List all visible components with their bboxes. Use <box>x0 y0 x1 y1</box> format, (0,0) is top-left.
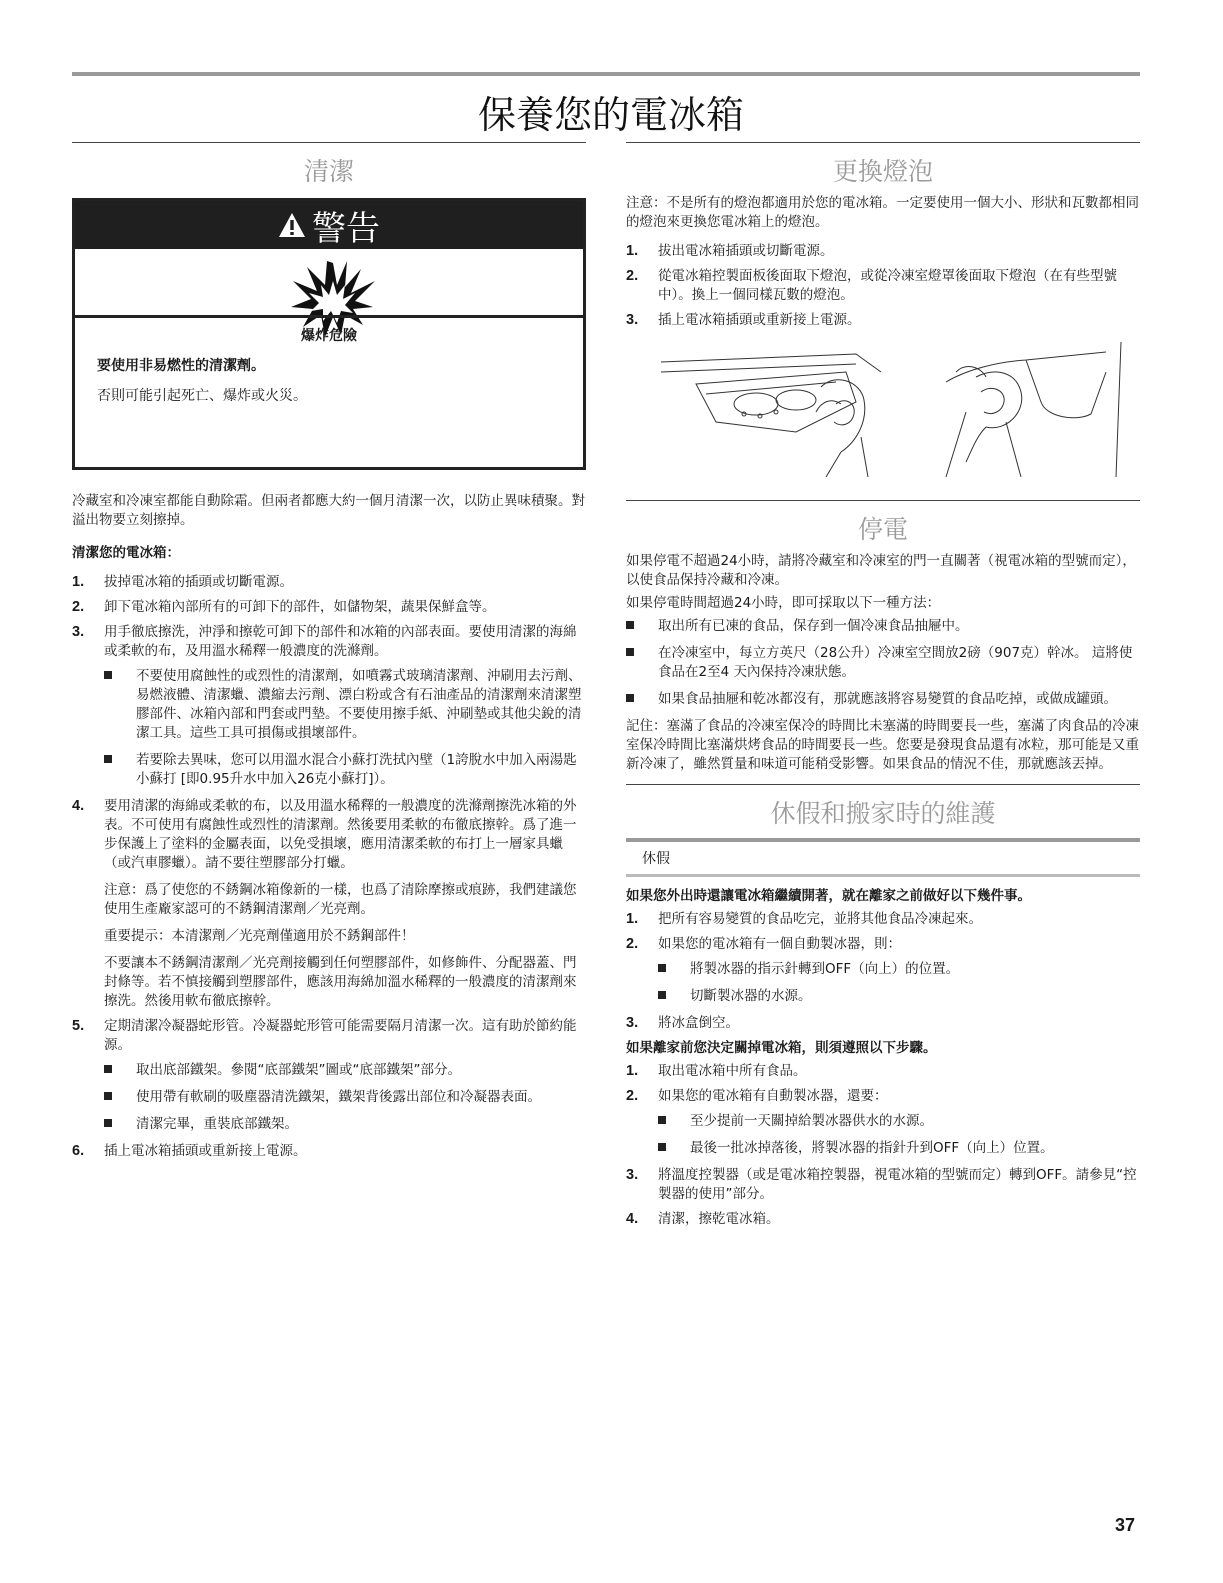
divider <box>626 500 1140 501</box>
step-number: 3. <box>626 1167 639 1183</box>
step-number: 5. <box>72 1018 85 1034</box>
warning-separator <box>75 315 583 318</box>
list-item <box>72 1017 586 1134</box>
bullet-text: 最後一批冰掉落後，將製冰器的指針升到OFF（向上）位置。 <box>690 1140 1054 1156</box>
step-number: 4. <box>72 798 85 814</box>
cleaning-steps <box>72 573 586 1161</box>
control-panel-bulb-illustration <box>656 342 886 477</box>
list-item <box>72 623 586 789</box>
list-item <box>658 987 1140 1006</box>
step-number: 3. <box>72 624 85 640</box>
square-bullet-icon <box>104 671 112 679</box>
bullet-text: 取出所有已凍的食品，保存到一個冷凍食品抽屜中。 <box>658 618 969 634</box>
vacation-off-intro: 如果離家前您決定關掉電冰箱，則須遵照以下步驟。 <box>626 1040 937 1056</box>
step-number: 1. <box>72 574 85 590</box>
divider <box>626 784 1140 785</box>
bulb-steps <box>626 242 1140 330</box>
warning-line-1: 要使用非易燃性的清潔劑。 <box>97 358 265 374</box>
bullet-text: 將製冰器的指示針轉到OFF（向上）的位置。 <box>690 961 960 977</box>
square-bullet-icon <box>626 648 634 656</box>
step-text: 卸下電冰箱內部所有的可卸下的部件，如儲物架，蔬果保鮮盒等。 <box>104 599 496 615</box>
square-bullet-icon <box>104 1092 112 1100</box>
step-text: 拔掉電冰箱的插頭或切斷電源。 <box>104 574 293 590</box>
square-bullet-icon <box>104 1065 112 1073</box>
power-p2: 如果停電時間超過24小時，即可採取以下一種方法： <box>626 595 941 611</box>
vacation-off-steps <box>626 1062 1140 1229</box>
step4-important: 重要提示：本清潔劑／光亮劑僅適用於不銹鋼部件！ <box>104 928 415 944</box>
step-text: 拔出電冰箱插頭或切斷電源。 <box>658 243 834 259</box>
square-bullet-icon <box>658 991 666 999</box>
step-text: 從電冰箱控製面板後面取下燈泡，或從冷凍室燈罩後面取下燈泡（在有些型號中）。換上一個同樣瓦數的燈泡。 <box>658 268 1117 303</box>
warning-box <box>72 198 586 470</box>
step-text: 取出電冰箱中所有食品。 <box>658 1063 807 1079</box>
list-item <box>104 667 586 743</box>
step-text: 把所有容易變質的食品吃完，並將其他食品冷凍起來。 <box>658 911 982 927</box>
right-column <box>626 142 1140 1235</box>
step-number: 2. <box>626 936 639 952</box>
top-rule <box>72 72 1140 76</box>
bullet-text: 取出底部鐵架。參閱“底部鐵架”圖或“底部鐵架”部分。 <box>136 1062 461 1078</box>
square-bullet-icon <box>626 694 634 702</box>
list-item <box>72 1142 586 1161</box>
step-number: 1. <box>626 243 639 259</box>
page-number: 37 <box>1115 1515 1136 1535</box>
list-item <box>626 617 1140 636</box>
bulb-heading: 更換燈泡 <box>832 157 933 186</box>
power-bullets <box>626 617 1140 709</box>
vacation-heading: 休假和搬家時的維護 <box>770 799 996 828</box>
list-item <box>626 935 1140 1006</box>
list-item <box>104 751 586 789</box>
step5-bullets <box>104 1061 586 1134</box>
step4-extra: 不要讓本不銹鋼清潔劑／光亮劑接觸到任何塑膠部件，如修飾件、分配器蓋、門封條等。若不慎接觸到塑膠部件，應該用海綿加溫水稀釋的一般濃度的清潔劑來擦洗。然後用軟布徹底擦幹。 <box>104 955 577 1009</box>
list-item <box>626 1166 1140 1204</box>
vacation-label: 休假 <box>642 851 670 867</box>
page-title: 保養您的電冰箱 <box>477 93 744 137</box>
step-number: 2. <box>626 268 639 284</box>
vacation-bar-bottom <box>626 874 1140 877</box>
bullet-text: 使用帶有軟刷的吸塵器清洗鐵架，鐵架背後露出部位和冷凝器表面。 <box>136 1089 541 1105</box>
cleaning-intro: 冷藏室和冷凍室都能自動除霜。但兩者都應大約一個月清潔一次，以防止異味積聚。對溢出物要立刻擦掉。 <box>72 493 585 528</box>
vacation-steps <box>626 910 1140 1033</box>
step-text: 要用清潔的海綿或柔軟的布，以及用溫水稀釋的一般濃度的洗滌劑擦洗冰箱的外表。不可使用有腐蝕性或烈性的清潔劑。然後要用柔軟的布徹底擦幹。爲了進一步保護上了塗料的金屬表面，以免受損壞，應用清潔柔軟的布打上一層家具蠟（或汽車膠蠟）。請不要往塑膠部分打蠟。 <box>104 798 577 871</box>
power-note: 記住：塞滿了食品的冷凍室保冷的時間比未塞滿的時間要長一些，塞滿了肉食品的冷凍室保冷時間比塞滿烘烤食品的時間要長一些。您要是發現食品還有冰粒，那可能是又重新冷凍了，雖然質量和味道可能稍受影響。如果食品的情況不佳，那就應該丟掉。 <box>626 718 1139 772</box>
list-item <box>626 242 1140 261</box>
bullet-text: 若要除去異味，您可以用溫水混合小蘇打洗拭內壁（1誇脫水中加入兩湯匙小蘇打 [即0.95升水中加入26克小蘇打]）。 <box>136 752 577 787</box>
bulb-illustration <box>626 342 1140 482</box>
warning-line-2: 否則可能引起死亡、爆炸或火災。 <box>97 388 307 404</box>
step-number: 4. <box>626 1211 639 1227</box>
list-item <box>626 1210 1140 1229</box>
step-text: 用手徹底擦洗，沖淨和擦乾可卸下的部件和冰箱的內部表面。要使用清潔的海綿或柔軟的布，及用溫水稀釋一般濃度的洗滌劑。 <box>104 624 577 659</box>
step-number: 1. <box>626 911 639 927</box>
list-item <box>626 311 1140 330</box>
power-p1: 如果停電不超過24小時，請將冷藏室和冷凍室的門一直關著（視電冰箱的型號而定），以使食品保持冷藏和冷凍。 <box>626 553 1136 588</box>
list-item <box>104 1115 586 1134</box>
list-item <box>72 573 586 592</box>
hazard-title: 爆炸危險 <box>301 328 357 344</box>
freezer-light-illustration <box>926 342 1126 477</box>
step-number: 3. <box>626 312 639 328</box>
square-bullet-icon <box>658 964 666 972</box>
square-bullet-icon <box>104 1119 112 1127</box>
step-number: 2. <box>626 1088 639 1104</box>
square-bullet-icon <box>104 755 112 763</box>
list-item <box>658 1139 1140 1158</box>
bullet-text: 不要使用腐蝕性的或烈性的清潔劑，如噴霧式玻璃清潔劑、沖刷用去污劑、易燃液體、清潔蠟、濃縮去污劑、漂白粉或含有石油產品的清潔劑來清潔塑膠部件、冰箱內部和門套或門墊。不要使用擦手紙、沖刷墊或其他尖銳的清潔工具。這些工具可損傷或損壞部件。 <box>136 668 582 741</box>
step3-bullets <box>104 667 586 789</box>
step-text: 如果您的電冰箱有一個自動製冰器，則： <box>658 936 901 952</box>
cleaning-subhead: 清潔您的電冰箱： <box>72 545 180 561</box>
bullet-text: 清潔完畢，重裝底部鐵架。 <box>136 1116 298 1132</box>
step-number: 6. <box>72 1143 85 1159</box>
list-item <box>626 910 1140 929</box>
step-number: 1. <box>626 1063 639 1079</box>
list-item <box>626 644 1140 682</box>
list-item <box>104 1061 586 1080</box>
warning-header <box>75 201 583 249</box>
power-heading: 停電 <box>857 515 908 544</box>
step-text: 插上電冰箱插頭或重新接上電源。 <box>104 1143 307 1159</box>
step-text: 如果您的電冰箱有自動製冰器，還要： <box>658 1088 888 1104</box>
divider <box>72 142 586 143</box>
step-text: 清潔，擦乾電冰箱。 <box>658 1211 780 1227</box>
step-number: 2. <box>72 599 85 615</box>
vacation-intro: 如果您外出時還讓電冰箱繼續開著，就在離家之前做好以下幾件事。 <box>626 888 1031 904</box>
bullet-text: 切斷製冰器的水源。 <box>690 988 812 1004</box>
bullet-text: 如果食品抽屜和乾冰都沒有，那就應該將容易變質的食品吃掉，或做成罐頭。 <box>658 691 1117 707</box>
cleaning-column <box>72 142 586 1167</box>
square-bullet-icon <box>658 1143 666 1151</box>
bulb-note: 注意：不是所有的燈泡都適用於您的電冰箱。一定要使用一個大小、形狀和瓦數都相同的燈泡來更換您電冰箱上的燈泡。 <box>626 195 1139 230</box>
list-item <box>626 1087 1140 1158</box>
list-item <box>626 690 1140 709</box>
list-item <box>626 1062 1140 1081</box>
step-text: 將溫度控製器（或是電冰箱控製器，視電冰箱的型號而定）轉到OFF。請參見“控製器的使用”部分。 <box>658 1167 1137 1202</box>
warning-triangle-icon <box>278 212 306 238</box>
cleaning-heading: 清潔 <box>303 157 354 186</box>
step4-note: 注意：爲了使您的不銹鋼冰箱像新的一樣，也爲了清除摩擦或痕跡，我們建議您使用生產廠家認可的不銹鋼清潔劑／光亮劑。 <box>104 882 577 917</box>
step-text: 定期清潔冷凝器蛇形管。冷凝器蛇形管可能需要隔月清潔一次。這有助於節約能源。 <box>104 1018 577 1053</box>
vacation-step2-bullets <box>658 960 1140 1006</box>
divider <box>626 142 1140 143</box>
list-item <box>104 1088 586 1107</box>
vacation-off-step2-bullets <box>658 1112 1140 1158</box>
list-item <box>72 797 586 1011</box>
bullet-text: 至少提前一天關掉給製冰器供水的水源。 <box>690 1113 933 1129</box>
step-number: 3. <box>626 1015 639 1031</box>
list-item <box>72 598 586 617</box>
square-bullet-icon <box>626 621 634 629</box>
warning-label: 警告 <box>312 208 380 249</box>
square-bullet-icon <box>658 1116 666 1124</box>
list-item <box>658 960 1140 979</box>
bullet-text: 在冷凍室中，每立方英尺（28公升）冷凍室空間放2磅（907克）幹冰。 這將使食品在2至4 天內保持冷凍狀態。 <box>658 645 1133 680</box>
step-text: 將冰盒倒空。 <box>658 1015 739 1031</box>
list-item <box>626 267 1140 305</box>
step-text: 插上電冰箱插頭或重新接上電源。 <box>658 312 861 328</box>
list-item <box>626 1014 1140 1033</box>
list-item <box>658 1112 1140 1131</box>
